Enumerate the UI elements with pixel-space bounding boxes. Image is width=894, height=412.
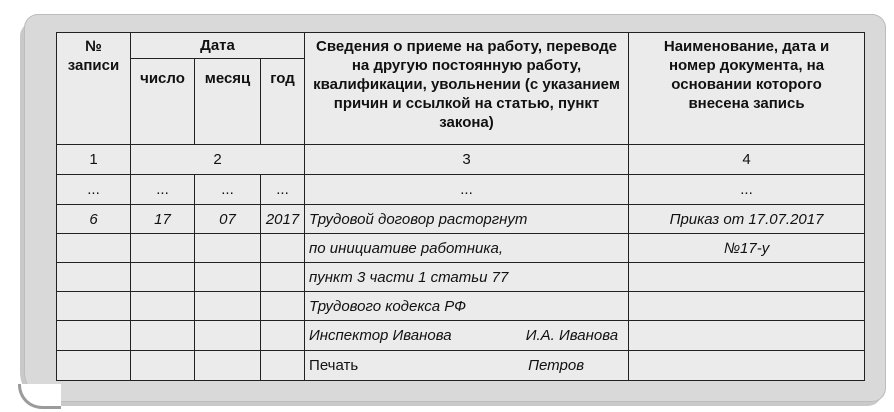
entry-document-line: Приказ от 17.07.2017 — [629, 205, 865, 234]
ellipsis-cell: ... — [261, 175, 305, 205]
empty-cell — [629, 321, 865, 351]
empty-cell — [57, 321, 131, 351]
entry-row-5 — [57, 321, 865, 351]
empty-cell — [195, 351, 261, 381]
empty-cell — [261, 292, 305, 321]
empty-cell — [261, 321, 305, 351]
stamp-signature: Петров — [528, 357, 585, 374]
header-day: число — [131, 59, 195, 145]
empty-cell — [629, 292, 865, 321]
entry-row-3 — [57, 263, 865, 292]
empty-cell — [57, 234, 131, 263]
ellipsis-cell: ... — [305, 175, 629, 205]
column-number-1: 1 — [57, 145, 131, 175]
empty-cell — [195, 234, 261, 263]
entry-info-line: Трудового кодекса РФ — [305, 292, 629, 321]
header-date: Дата — [131, 33, 305, 59]
inspector-label: Инспектор Иванова — [309, 327, 452, 344]
ellipsis-cell: ... — [195, 175, 261, 205]
empty-cell — [261, 263, 305, 292]
column-number-row — [57, 145, 865, 175]
empty-cell — [131, 292, 195, 321]
entry-year: 2017 — [261, 205, 305, 234]
empty-cell — [195, 292, 261, 321]
column-number-4: 4 — [629, 145, 865, 175]
ellipsis-cell: ... — [629, 175, 865, 205]
entry-record-no: 6 — [57, 205, 131, 234]
empty-cell — [261, 351, 305, 381]
entry-document-line: №17-у — [629, 234, 865, 263]
column-number-2: 2 — [131, 145, 305, 175]
entry-row-4 — [57, 292, 865, 321]
empty-cell — [57, 292, 131, 321]
header-row-1 — [57, 33, 865, 59]
empty-cell — [131, 263, 195, 292]
header-record-no: № записи — [57, 33, 131, 145]
page-curl — [18, 384, 61, 409]
column-number-3: 3 — [305, 145, 629, 175]
ellipsis-cell: ... — [131, 175, 195, 205]
empty-cell — [131, 321, 195, 351]
ellipsis-row — [57, 175, 865, 205]
entry-row-6 — [57, 351, 865, 381]
header-year: год — [261, 59, 305, 145]
entry-info-line: по инициативе работника, — [305, 234, 629, 263]
header-info: Сведения о приеме на работу, переводе на другую постоянную работу, квалификации, увольнении (с указанием причин и ссылкой на статью, пункт закона) — [305, 33, 629, 145]
empty-cell — [57, 351, 131, 381]
empty-cell — [131, 234, 195, 263]
header-document: Наименование, дата и номер документа, на основании которого внесена запись — [629, 33, 865, 145]
entry-day: 17 — [131, 205, 195, 234]
inspector-signature: И.А. Иванова — [525, 327, 619, 344]
entry-row-1 — [57, 205, 865, 234]
entry-info-line: Трудовой договор расторгнут — [305, 205, 629, 234]
ellipsis-cell: ... — [57, 175, 131, 205]
empty-cell — [57, 263, 131, 292]
entry-row-2 — [57, 234, 865, 263]
stamp-cell — [305, 351, 629, 381]
inspector-cell — [305, 321, 629, 351]
empty-cell — [131, 351, 195, 381]
empty-cell — [195, 321, 261, 351]
employment-record-table — [56, 32, 865, 381]
empty-cell — [629, 351, 865, 381]
entry-month: 07 — [195, 205, 261, 234]
stamp-label: Печать — [309, 357, 359, 374]
empty-cell — [261, 234, 305, 263]
entry-info-line: пункт 3 части 1 статьи 77 — [305, 263, 629, 292]
empty-cell — [629, 263, 865, 292]
empty-cell — [195, 263, 261, 292]
header-month: месяц — [195, 59, 261, 145]
